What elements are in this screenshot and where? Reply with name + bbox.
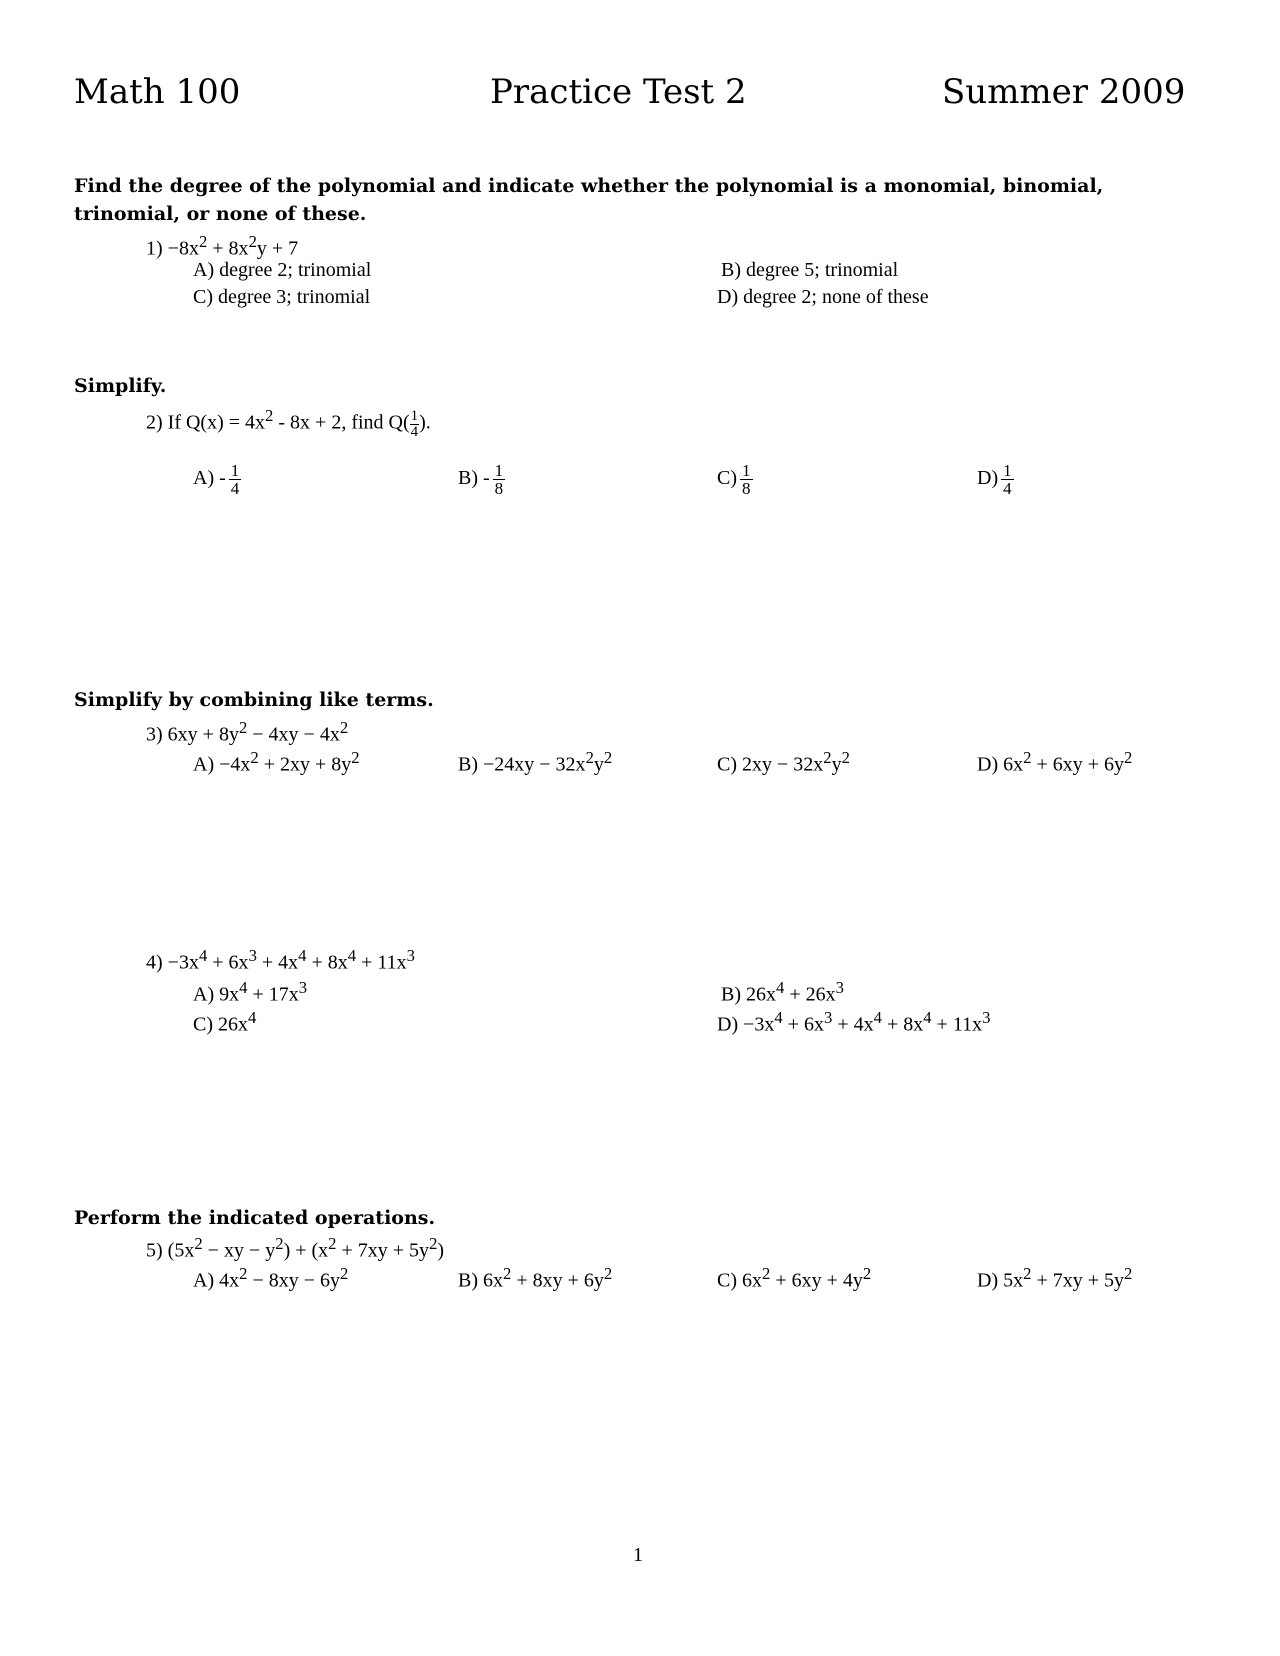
question-2: 2) If $Q(x) = 4x^2 - 8x + 2$, find Q( $\frac{1}{4}$ ). (146, 406, 431, 440)
section-instruction-combine: Simplify by combining like terms. (74, 689, 434, 711)
question-5: 5) ($5x^2$ − xy − $y^2) + (x^2 + 7xy + 5y^2)$ (146, 1234, 445, 1262)
q3-option-a[interactable]: $A) -4x^2 + 2xy + 8y^2$ (193, 748, 360, 776)
q3-option-c[interactable]: C) $2xy - 32x^2y^2$ (717, 748, 850, 776)
option-letter: D) (717, 286, 739, 308)
question-number: 2) (146, 411, 163, 434)
option-letter: A) (193, 753, 215, 776)
q5-option-a[interactable]: A) $4x^2 - 8xy - 6y^2$ (193, 1264, 349, 1292)
q5-option-d[interactable]: D) $5x^2 + 7xy + 5y^2$ (977, 1264, 1133, 1292)
option-letter: C) (717, 467, 737, 490)
option-letter: D) (977, 753, 999, 776)
fraction: $\frac{1}{4}$ (230, 461, 240, 498)
section-instruction-degree: Find the degree of the polynomial and indicate whether the polynomial is a monomial, binomial, trinomial, or none of these. (74, 175, 1104, 225)
option-text: degree 3; trinomial (218, 286, 371, 308)
question-number: 1) (146, 237, 163, 260)
option-letter: C) (717, 1269, 737, 1292)
option-letter: B) (721, 259, 741, 281)
q4-option-b[interactable]: B) $26x^4 + 26x^3$ (721, 978, 844, 1006)
q2-prefix: If Q(x) = 4x (167, 411, 266, 434)
fraction: $\frac{1}{8}$ (494, 461, 504, 498)
q2-option-d[interactable] (977, 462, 1014, 497)
section-instruction-operations: Perform the indicated operations. (74, 1207, 436, 1229)
option-letter: C) (717, 753, 737, 776)
page-number: 1 (633, 1544, 643, 1566)
option-text: degree 2; none of these (743, 286, 929, 308)
option-letter: A) (193, 983, 215, 1006)
q2-option-c[interactable] (717, 462, 753, 497)
option-letter: B) - (458, 467, 490, 490)
q2-option-a[interactable] (193, 462, 241, 497)
question-3: 3) $6xy + 8y^2 - 4xy - 4x^2$ (146, 718, 349, 746)
term: Summer 2009 (942, 72, 1186, 112)
q4-option-a[interactable]: A) $9x^4 + 17x^3$ (193, 978, 308, 1006)
q1-option-b[interactable] (721, 259, 898, 282)
option-letter: A) - (193, 467, 226, 490)
fraction: $\frac{1}{4}$ (1003, 461, 1012, 498)
q3-option-d[interactable]: D) $6x^2 + 6xy + 6y^2$ (977, 748, 1133, 776)
fraction: $\frac{1}{4}$ (410, 407, 419, 440)
page-title: Practice Test 2 (490, 72, 747, 112)
q1-option-c[interactable] (193, 286, 370, 309)
q2-option-b[interactable] (458, 462, 505, 497)
q5-option-b[interactable]: B) $6x^2 + 8xy + 6y^2$ (458, 1264, 613, 1292)
question-number: 3) (146, 723, 163, 746)
option-letter: B) (458, 753, 478, 776)
question-1: $1) -8x^2 + 8x^2y + 7$ (146, 232, 299, 260)
q1-option-d[interactable] (717, 286, 929, 309)
option-letter: A) (193, 259, 215, 281)
option-letter: C) (193, 286, 213, 308)
q5-option-c[interactable]: C) $6x^2 + 6xy + 4y^2$ (717, 1264, 872, 1292)
course-name: Math 100 (74, 72, 241, 112)
option-letter: D) (977, 467, 999, 490)
option-letter: B) (721, 983, 741, 1006)
q1-option-a[interactable] (193, 259, 371, 282)
option-text: degree 5; trinomial (746, 259, 899, 281)
q4-option-d[interactable]: $D) -3x^4 + 6x^3 + 4x^4 + 8x^4 + 11x^3$ (717, 1008, 991, 1036)
q4-option-c[interactable]: C) $26x^4$ (193, 1008, 257, 1036)
option-letter: D) (717, 1013, 739, 1036)
section-instruction-simplify: Simplify. (74, 375, 167, 397)
option-letter: C) (193, 1013, 213, 1036)
option-letter: D) (977, 1269, 999, 1292)
question-number: 5) (146, 1239, 163, 1262)
question-4: $4) -3x^4 + 6x^3 + 4x^4 + 8x^4 + 11x^3$ (146, 946, 415, 974)
option-letter: B) (458, 1269, 478, 1292)
fraction: $\frac{1}{8}$ (742, 461, 751, 498)
question-number: 4) (146, 951, 163, 974)
q2-mid: - 8x + 2, find Q( (273, 411, 410, 434)
q2-suffix: ). (419, 411, 431, 434)
option-letter: A) (193, 1269, 215, 1292)
q3-option-b[interactable]: $B) -24xy - 32x^2y^2$ (458, 748, 613, 776)
option-text: degree 2; trinomial (219, 259, 372, 281)
